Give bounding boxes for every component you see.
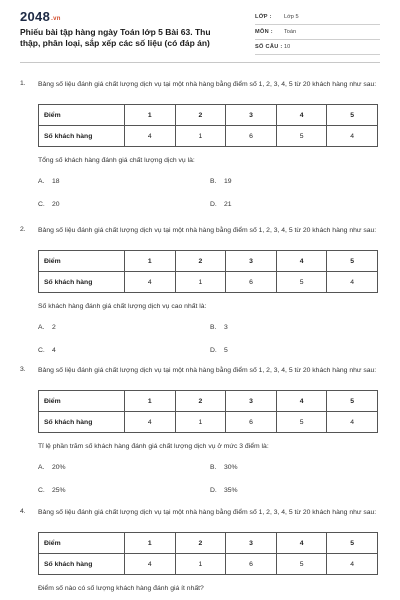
page-header [0, 0, 400, 62]
score-table [38, 104, 378, 147]
row-label: Điểm [39, 533, 125, 554]
count-cell: 4 [125, 272, 176, 293]
score-cell: 1 [125, 251, 176, 272]
score-cell: 2 [175, 105, 226, 126]
score-cell: 5 [327, 533, 378, 554]
score-cell: 2 [175, 251, 226, 272]
score-cell: 4 [276, 391, 327, 412]
option-letter: A. [38, 324, 45, 331]
score-table [38, 250, 378, 293]
option-d[interactable] [210, 347, 228, 354]
count-cell: 1 [175, 412, 226, 433]
option-text: 21 [224, 201, 232, 208]
option-a[interactable] [38, 324, 56, 331]
score-cell: 1 [125, 391, 176, 412]
score-table [38, 532, 378, 575]
score-cell: 4 [276, 533, 327, 554]
option-d[interactable] [210, 487, 238, 494]
count-cell: 4 [125, 554, 176, 575]
option-b[interactable] [210, 178, 232, 185]
row-label: Điểm [39, 391, 125, 412]
score-cell: 2 [175, 391, 226, 412]
count-cell: 5 [276, 126, 327, 147]
count-cell: 6 [226, 412, 277, 433]
question-intro: Bảng số liệu đánh giá chất lượng dịch vụ tại một nhà hàng bằng điểm số 1, 2, 3, 4, 5 từ 20 khách hàng như sau: [38, 81, 377, 88]
row-label: Điểm [39, 251, 125, 272]
score-row [39, 391, 378, 412]
option-text: 35% [224, 487, 238, 494]
score-cell: 5 [327, 251, 378, 272]
option-d[interactable] [210, 201, 232, 208]
score-cell: 3 [226, 533, 277, 554]
question-prompt: Điểm số nào có số lượng khách hàng đánh giá ít nhất? [38, 585, 204, 592]
score-row [39, 105, 378, 126]
option-text: 25% [52, 487, 66, 494]
logo-text: 2048 [20, 9, 51, 24]
worksheet-title: Phiếu bài tập hàng ngày Toán lớp 5 Bài 63. Thu thập, phân loại, sắp xếp các số liệu (có đáp án) [20, 27, 211, 48]
count-row [39, 126, 378, 147]
count-cell: 1 [175, 272, 226, 293]
score-row [39, 533, 378, 554]
question-prompt: Số khách hàng đánh giá chất lượng dịch vụ cao nhất là: [38, 303, 207, 310]
count-cell: 1 [175, 554, 226, 575]
count-row [39, 554, 378, 575]
question-intro: Bảng số liệu đánh giá chất lượng dịch vụ tại một nhà hàng bằng điểm số 1, 2, 3, 4, 5 từ 20 khách hàng như sau: [38, 509, 377, 516]
row-label: Số khách hàng [39, 272, 125, 293]
count-cell: 5 [276, 272, 327, 293]
meta-value: 10 [284, 44, 291, 50]
score-cell: 2 [175, 533, 226, 554]
score-cell: 3 [226, 105, 277, 126]
question-number: 4. [20, 508, 26, 515]
option-letter: A. [38, 178, 45, 185]
option-letter: C. [38, 487, 45, 494]
option-text: 2 [52, 324, 56, 331]
meta-label: LỚP : [255, 14, 272, 20]
count-cell: 6 [226, 272, 277, 293]
option-letter: B. [210, 178, 217, 185]
row-label: Số khách hàng [39, 412, 125, 433]
row-label: Số khách hàng [39, 126, 125, 147]
site-logo[interactable] [20, 9, 61, 24]
option-text: 5 [224, 347, 228, 354]
score-cell: 5 [327, 105, 378, 126]
meta-value: Lớp 5 [284, 14, 299, 20]
option-a[interactable] [38, 464, 66, 471]
count-row [39, 412, 378, 433]
option-letter: C. [38, 201, 45, 208]
meta-label: SỐ CÂU : [255, 44, 283, 50]
score-cell: 3 [226, 251, 277, 272]
option-c[interactable] [38, 487, 66, 494]
question-prompt: Tỉ lệ phần trăm số khách hàng đánh giá chất lượng dịch vụ ở mức 3 điểm là: [38, 443, 269, 450]
count-cell: 4 [327, 554, 378, 575]
count-cell: 4 [327, 412, 378, 433]
header-divider [20, 62, 380, 63]
logo-suffix: .vn [51, 16, 61, 22]
count-cell: 4 [327, 126, 378, 147]
meta-row-grade [255, 10, 380, 25]
option-text: 20 [52, 201, 60, 208]
score-cell: 5 [327, 391, 378, 412]
question-intro: Bảng số liệu đánh giá chất lượng dịch vụ tại một nhà hàng bằng điểm số 1, 2, 3, 4, 5 từ 20 khách hàng như sau: [38, 227, 377, 234]
score-cell: 1 [125, 105, 176, 126]
option-text: 20% [52, 464, 66, 471]
question-prompt: Tổng số khách hàng đánh giá chất lượng dịch vụ là: [38, 157, 195, 164]
option-b[interactable] [210, 324, 228, 331]
row-label: Điểm [39, 105, 125, 126]
count-cell: 1 [175, 126, 226, 147]
worksheet-meta [255, 10, 380, 55]
question-number: 1. [20, 80, 26, 87]
question-number: 3. [20, 366, 26, 373]
option-b[interactable] [210, 464, 238, 471]
option-c[interactable] [38, 347, 56, 354]
count-cell: 5 [276, 554, 327, 575]
score-cell: 4 [276, 251, 327, 272]
option-letter: A. [38, 464, 45, 471]
option-text: 3 [224, 324, 228, 331]
option-text: 30% [224, 464, 238, 471]
count-row [39, 272, 378, 293]
score-cell: 4 [276, 105, 327, 126]
option-c[interactable] [38, 201, 60, 208]
option-text: 4 [52, 347, 56, 354]
option-text: 19 [224, 178, 232, 185]
score-cell: 3 [226, 391, 277, 412]
score-row [39, 251, 378, 272]
meta-row-subject [255, 25, 380, 40]
row-label: Số khách hàng [39, 554, 125, 575]
option-letter: D. [210, 201, 217, 208]
count-cell: 4 [125, 412, 176, 433]
score-cell: 1 [125, 533, 176, 554]
option-letter: D. [210, 347, 217, 354]
meta-value: Toán [284, 29, 297, 35]
option-text: 18 [52, 178, 60, 185]
option-letter: C. [38, 347, 45, 354]
option-a[interactable] [38, 178, 60, 185]
meta-row-question-count [255, 40, 380, 55]
option-letter: D. [210, 487, 217, 494]
count-cell: 4 [327, 272, 378, 293]
option-letter: B. [210, 324, 217, 331]
option-letter: B. [210, 464, 217, 471]
meta-label: MÔN : [255, 29, 273, 35]
question-number: 2. [20, 226, 26, 233]
count-cell: 5 [276, 412, 327, 433]
count-cell: 6 [226, 126, 277, 147]
score-table [38, 390, 378, 433]
count-cell: 6 [226, 554, 277, 575]
question-intro: Bảng số liệu đánh giá chất lượng dịch vụ tại một nhà hàng bằng điểm số 1, 2, 3, 4, 5 từ 20 khách hàng như sau: [38, 367, 377, 374]
count-cell: 4 [125, 126, 176, 147]
